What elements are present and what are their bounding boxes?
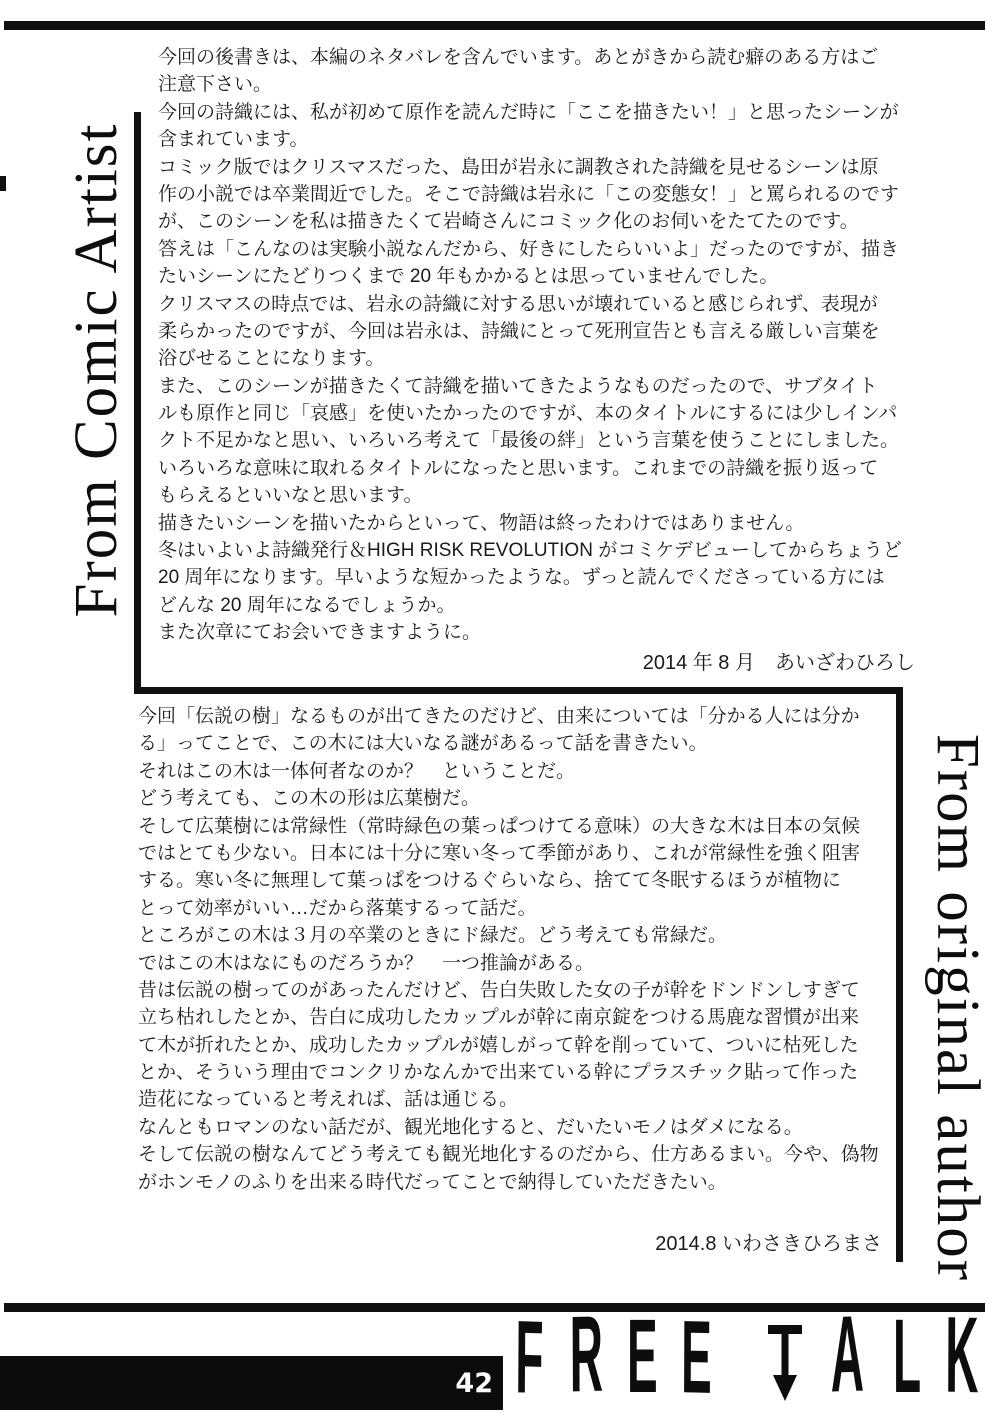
text-line: そして伝説の樹なんてどう考えても観光地化するのだから、仕方あるまい。今や、偽物 (138, 1144, 879, 1166)
footer-letter: A (830, 1291, 865, 1416)
text-line: どう考えても、この木の形は広葉樹だ。 (138, 788, 481, 810)
page-number: 42 (455, 1367, 493, 1399)
comic-artist-afterword-text (158, 44, 915, 647)
text-line: クト不足かなと思い、いろいろ考えて「最後の絆」という言葉を使うことにしました。 (158, 430, 900, 452)
text-line: 柔らかったのですが、今回は岩永は、詩織にとって死刑宣告とも言える厳しい言葉を (158, 320, 880, 342)
free-talk-title (514, 1291, 997, 1416)
comic-artist-side-label: From Comic Artist (63, 122, 130, 618)
original-author-afterword-text (138, 703, 888, 1196)
text-line: が、このシーンを私は描きたくて岩崎さんにコミック化のお伺いをたてたのです。 (158, 211, 859, 233)
text-line: 答えは「こんなのは実験小説なんだから、好きにしたらいいよ」だったのですが、描き (158, 238, 900, 260)
footer-letter: E (680, 1297, 713, 1416)
text-line: ところがこの木は３月の卒業のときにド緑だ。どう考えても常緑だ。 (138, 925, 728, 947)
text-line: もらえるといいなと思います。 (158, 485, 423, 507)
text-line: たいシーンにたどりつくまで 20 年もかかるとは思っていませんでした。 (158, 266, 779, 288)
top-border-rule (4, 21, 985, 30)
text-line: コミック版ではクリスマスだった、島田が岩永に調教された詩織を見せるシーンは原 (158, 156, 879, 178)
text-line: する。寒い冬に無理して葉っぱをつけるぐらいなら、捨てて冬眠するほうが植物に (138, 870, 842, 892)
text-line: がホンモノのふりを出来る時代だってことで納得していただきたい。 (138, 1171, 727, 1193)
left-edge-registration-mark (0, 176, 6, 191)
text-line: 立ち枯れしたとか、告白に成功したカップルが幹に南京錠をつける馬鹿な習慣が出来 (138, 1007, 860, 1029)
text-line: いろいろな意味に取れるタイトルになったと思います。これまでの詩織を振り返って (158, 457, 879, 479)
text-line: ではこの木はなにものだろうか？ 一つ推論がある。 (138, 952, 595, 974)
original-author-signature: 2014.8 いわさきひろまさ (655, 1233, 882, 1255)
text-line: る」ってことで、この木には大いなる謎があるって話を書きたい。 (138, 733, 708, 755)
original-author-side-label: From original author (924, 733, 991, 1283)
text-line: 含まれています。 (158, 129, 309, 151)
text-line: て木が折れたとか、成功したカップルが嬉しがって幹を削っていて、ついに枯死した (138, 1034, 859, 1056)
text-line: なんともロマンのない話だが、観光地化すると、だいたいモノはダメになる。 (138, 1116, 803, 1138)
letter-t-down-arrow-icon (767, 1325, 803, 1410)
footer-letter: R (569, 1292, 604, 1416)
footer-letter: F (514, 1297, 544, 1416)
text-line: とって効率がいい…だから落葉するって話だ。 (138, 897, 537, 919)
text-line: そして広葉樹には常緑性（常時緑色の葉っぱつけてる意味）の大きな木は日本の気候 (138, 815, 861, 837)
section-divider-rule (137, 687, 903, 694)
text-line: 今回「伝説の樹」なるものが出てきたのだけど、由来については「分かる人には分か (138, 706, 860, 727)
text-line: また次章にてお会いできますように。 (158, 622, 482, 644)
text-line: 今回の詩織には、私が初めて原作を読んだ時に「ここを描きたい！」と思ったシーンが (158, 101, 899, 123)
text-line: それはこの木は一体何者なのか？ ということだ。 (138, 760, 576, 782)
text-line: クリスマスの時点では、岩永の詩織に対する思いが壊れていると感じられず、表現が (158, 293, 878, 315)
text-line: 作の小説では卒業間近でした。そこで詩織は岩永に「この変態女！」と罵られるのです (158, 183, 900, 205)
text-line: また、このシーンが描きたくて詩織を描いてきたようなものだったので、サブタイト (158, 375, 878, 397)
text-line: ではとても少ない。日本には十分に寒い冬って季節があり、これが常緑性を強く阻害 (138, 842, 861, 864)
text-line: 浴びせることになります。 (158, 348, 385, 370)
text-line: 造花になっていると考えれば、話は通じる。 (138, 1089, 519, 1111)
page-number-bar (0, 1356, 503, 1410)
text-line: 冬はいよいよ詩織発行＆HIGH RISK REVOLUTION がコミケデビューしてからちょうど (158, 540, 902, 562)
text-line: 昔は伝説の樹ってのがあったんだけど、告白失敗した女の子が幹をドンドンしすぎて (138, 979, 860, 1001)
comic-artist-signature: 2014 年 8 月 あいざわひろし (642, 652, 915, 674)
text-line: 20 周年になります。早いような短かったような。ずっと読んでくださっている方には (158, 567, 885, 589)
text-line: 描きたいシーンを描いたからといって、物語は終ったわけではありません。 (158, 512, 805, 534)
footer-letter: E (627, 1296, 658, 1415)
text-line: ルも原作と同じ「哀感」を使いたかったのですが、本のタイトルにするには少しインパ (158, 403, 898, 425)
text-line: 今回の後書きは、本編のネタバレを含んでいます。あとがきから読む癖のある方はご (158, 47, 879, 68)
text-line: 注意下さい。 (158, 74, 273, 96)
original-author-divider-rule (896, 687, 903, 1262)
footer-letter: K (944, 1292, 979, 1416)
footer-letter: L (893, 1296, 922, 1415)
comic-artist-divider-rule (134, 112, 141, 694)
text-line: どんな 20 周年になるでしょうか。 (158, 594, 456, 616)
text-line: とか、そういう理由でコンクリかなんかで出来ている幹にプラスチック貼って作った (138, 1062, 859, 1084)
